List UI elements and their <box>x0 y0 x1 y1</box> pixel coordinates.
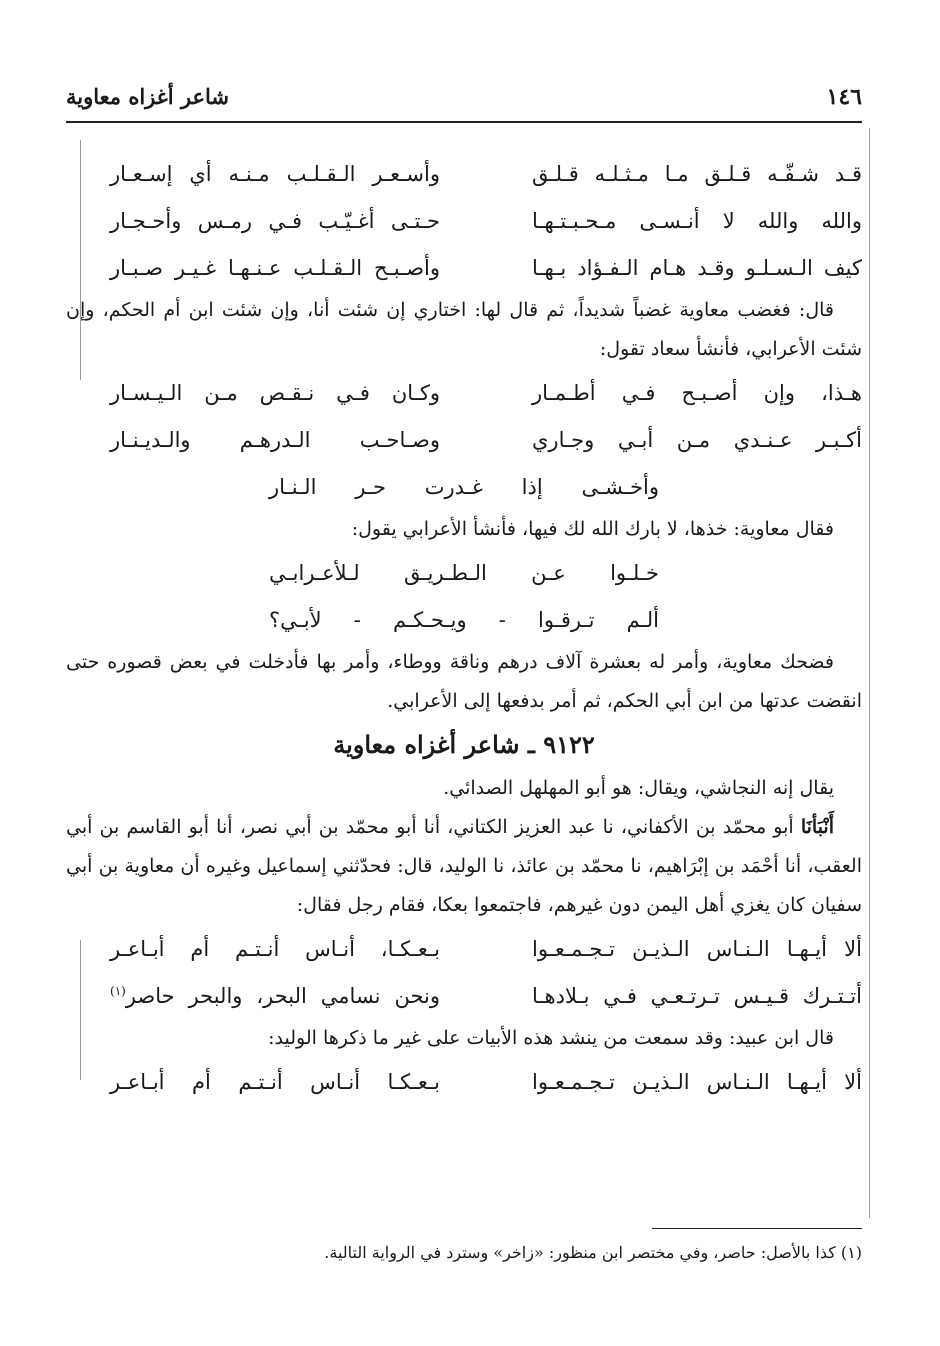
hemistich-first: والله والله لا أنـسـى مـحـبـتـهـا <box>532 208 862 233</box>
hemistich-second: وصـاحـب الـدرهـم والـديـنـار <box>110 427 440 452</box>
hemistich-first: ألا أيـهـا الـنـاس الـذيـن تـجـمـعـوا <box>532 1069 862 1094</box>
hemistich-first: أكـبـر عـنـدي مـن أبـي وجـاري <box>532 427 862 452</box>
footnote: (١) كذا بالأصل: حاصر، وفي مختصر ابن منظور: «زاخر» وسترد في الرواية التالية. <box>324 1243 862 1262</box>
verse-line <box>66 972 862 1019</box>
hemistich-second: وأسـعـر الـقـلـب مـنـه أي إسـعـار <box>110 161 440 186</box>
verse-line <box>66 416 862 463</box>
verse-centered-text: ألـم تـرقـوا - ويـحـكـم - لأبـي؟ <box>269 607 659 632</box>
hemistich-second: بـعـكـا أنـاس أنـتـم أم أبـاعـر <box>110 1069 440 1094</box>
footnote-marker[interactable]: (١) <box>110 983 126 998</box>
hemistich-second: وأصـبـح الـقـلـب عـنـهـا غـيـر صـبـار <box>110 255 440 280</box>
verse-centered <box>66 549 862 596</box>
hemistich-second <box>110 984 440 1008</box>
verse-centered <box>66 596 862 643</box>
hemistich-first: هـذا، وإن أصـبـح فـي أطـمـار <box>532 380 862 405</box>
hemistich-second-text: ونحن نسامي البحر، والبحر حاصر <box>125 983 440 1008</box>
section-title: ٩١٢٢ ـ شاعر أغزاه معاوية <box>333 730 595 759</box>
verse-line <box>66 244 862 291</box>
verse-centered-text: وأخـشـى إذا غـدرت حـر الـنـار <box>269 474 659 499</box>
page-header <box>66 84 862 118</box>
isnad-paragraph <box>66 808 862 925</box>
page-number: ١٤٦ <box>826 84 862 110</box>
verse-line <box>66 150 862 197</box>
prose-paragraph: قال: فغضب معاوية غضباً شديداً، ثم قال لها: اختاري إن شئت أنا، وإن شئت ابن أم الحكم، وإن شئت الأعرابي، فأنشأ سعاد تقول: <box>66 299 862 360</box>
header-rule <box>66 121 862 123</box>
prose-paragraph: قال ابن عبيد: وقد سمعت من ينشد هذه الأبيات على غير ما ذكرها الوليد: <box>268 1027 834 1049</box>
verse-centered <box>66 463 862 510</box>
hemistich-second: وكـان فـي نـقـص مـن الـيـسـار <box>110 380 440 405</box>
section-intro: يقال إنه النجاشي، ويقال: هو أبو المهلهل الصدائي. <box>443 777 834 799</box>
hemistich-first: كيف الـسـلـو وقـد هـام الـفـؤاد بـهـا <box>532 255 862 280</box>
isnad-text: أبو محمّد بن الأكفاني، نا عبد العزيز الكتاني، أنا أبو محمّد بن أبي نصر، أنا أبو القاسم بن أبي العقب، أنا أحْمَد بن إبْرَاهيم، نا محمّد بن عائذ، نا الوليد، قال: فحدّثني إسماعيل وغيره أن معاوية بن أبي سفيان كان يغزي أهل اليمن دون غيرهم، فاجتمعوا بعكا، فقام رجل فقال: <box>66 816 862 916</box>
verse-line <box>66 369 862 416</box>
prose-paragraph: فقال معاوية: خذها، لا بارك الله لك فيها، فأنشأ الأعرابي يقول: <box>351 518 834 540</box>
running-title: شاعر أغزاه معاوية <box>66 84 229 109</box>
verse-line <box>66 197 862 244</box>
hemistich-first: أتـتـرك قـيـس تـرتـعـي فـي بـلادهـا <box>532 983 862 1008</box>
isnad-lead-word: أَنْبَأنَا <box>800 816 834 838</box>
verse-line <box>66 1058 862 1105</box>
verse-line <box>66 925 862 972</box>
scan-margin-line-right <box>869 128 870 1218</box>
hemistich-second: حـتـى أغـيّـب فـي رمـس وأحـجـار <box>110 208 440 233</box>
page-content <box>66 150 862 1105</box>
verse-centered-text: خـلـوا عـن الـطـريـق لـلأعـرابـي <box>269 560 659 585</box>
hemistich-first: قـد شـفّـه قـلـق مـا مـثـلـه قـلـق <box>532 161 862 186</box>
prose-paragraph: فضحك معاوية، وأمر له بعشرة آلاف درهم وناقة ووطاء، وأمر بها فأدخلت في بعض قصوره حتى انقضت عدتها من ابن أبي الحكم، ثم أمر بدفعها إلى الأعرابي. <box>66 651 862 712</box>
hemistich-second: بـعـكـا، أنـاس أنـتـم أم أبـاعـر <box>110 936 440 961</box>
hemistich-first: ألا أيـهـا الـنـاس الـذيـن تـجـمـعـوا <box>532 936 862 961</box>
footnote-rule <box>652 1228 862 1229</box>
